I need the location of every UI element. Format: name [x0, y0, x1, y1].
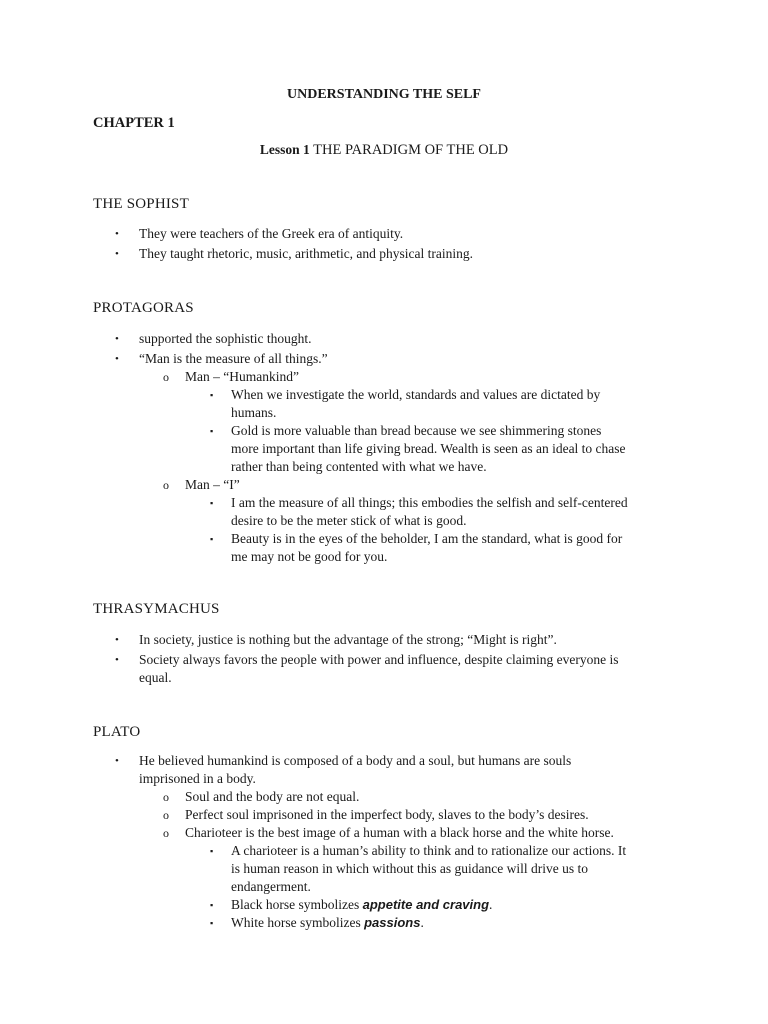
bullet-marker: •	[115, 353, 119, 365]
section-heading-thrasymachus: THRASYMACHUS	[93, 601, 220, 617]
detail-line: me may not be good for you.	[231, 549, 388, 564]
sub-bullet-marker: o	[163, 790, 169, 804]
bullet-marker: •	[115, 755, 119, 767]
bullet-marker: •	[115, 333, 119, 345]
square-bullet-marker: ▪	[210, 918, 214, 928]
list-item: Society always favors the people with power and influence, despite claiming everyone is	[139, 652, 619, 667]
list-item: In society, justice is nothing but the advantage of the strong; “Might is right”.	[139, 632, 557, 647]
detail-line: is human reason in which without this as guidance will drive us to	[231, 861, 588, 876]
square-bullet-marker: ▪	[210, 846, 214, 856]
detail-line: humans.	[231, 405, 277, 420]
bullet-marker: •	[115, 654, 119, 666]
sub-bullet-marker: o	[163, 826, 169, 840]
square-bullet-marker: ▪	[210, 390, 214, 400]
black-horse-suffix: .	[489, 897, 493, 912]
detail-line: I am the measure of all things; this embodies the selfish and self-centered	[231, 495, 628, 510]
lesson-name: THE PARADIGM OF THE OLD	[313, 142, 509, 158]
detail-line: Gold is more valuable than bread because we see shimmering stones	[231, 423, 602, 438]
detail-line: When we investigate the world, standards and values are dictated by	[231, 387, 601, 402]
sub-list-item: Soul and the body are not equal.	[185, 789, 360, 804]
black-horse-emphasis: appetite and craving	[362, 897, 490, 912]
sub-list-item: Perfect soul imprisoned in the imperfect body, slaves to the body’s desires.	[185, 807, 589, 822]
detail-line: Beauty is in the eyes of the beholder, I am the standard, what is good for	[231, 531, 623, 546]
detail-line: more important than life giving bread. Wealth is seen as an ideal to chase	[231, 441, 626, 456]
list-item-continuation: imprisoned in a body.	[139, 771, 256, 786]
black-horse-prefix: Black horse symbolizes	[231, 897, 363, 912]
bullet-marker: •	[115, 634, 119, 646]
square-bullet-marker: ▪	[210, 534, 214, 544]
white-horse-emphasis: passions	[364, 915, 421, 930]
detail-line: desire to be the meter stick of what is good.	[231, 513, 467, 528]
section-heading-sophist: THE SOPHIST	[93, 196, 189, 212]
sub-list-item: Man – “I”	[185, 477, 240, 492]
square-bullet-marker: ▪	[210, 900, 214, 910]
section-heading-plato: PLATO	[93, 724, 141, 740]
lesson-number: Lesson 1	[259, 142, 310, 157]
list-item: They were teachers of the Greek era of antiquity.	[139, 226, 404, 241]
list-item: “Man is the measure of all things.”	[139, 351, 328, 366]
sub-bullet-marker: o	[163, 808, 169, 822]
list-item: They taught rhetoric, music, arithmetic, and physical training.	[139, 246, 474, 261]
sub-list-item: Man – “Humankind”	[185, 369, 299, 384]
sub-list-item: Charioteer is the best image of a human with a black horse and the white horse.	[185, 825, 614, 840]
section-heading-protagoras: PROTAGORAS	[93, 300, 194, 316]
detail-line: rather than being contented with what we have.	[231, 459, 487, 474]
square-bullet-marker: ▪	[210, 498, 214, 508]
document-title: UNDERSTANDING THE SELF	[287, 87, 481, 102]
detail-line: A charioteer is a human’s ability to think and to rationalize our actions. It	[231, 843, 627, 858]
lesson-title	[0, 141, 768, 159]
list-item-continuation: equal.	[139, 670, 172, 685]
list-item: He believed humankind is composed of a body and a soul, but humans are souls	[139, 753, 572, 768]
white-horse-prefix: White horse symbolizes	[231, 915, 365, 930]
detail-line-black-horse	[231, 896, 492, 914]
square-bullet-marker: ▪	[210, 426, 214, 436]
bullet-marker: •	[115, 248, 119, 260]
list-item: supported the sophistic thought.	[139, 331, 312, 346]
chapter-label: CHAPTER 1	[93, 115, 175, 131]
detail-line-white-horse	[231, 914, 424, 932]
sub-bullet-marker: o	[163, 478, 169, 492]
detail-line: endangerment.	[231, 879, 311, 894]
bullet-marker: •	[115, 228, 119, 240]
white-horse-suffix: .	[420, 915, 424, 930]
sub-bullet-marker: o	[163, 370, 169, 384]
